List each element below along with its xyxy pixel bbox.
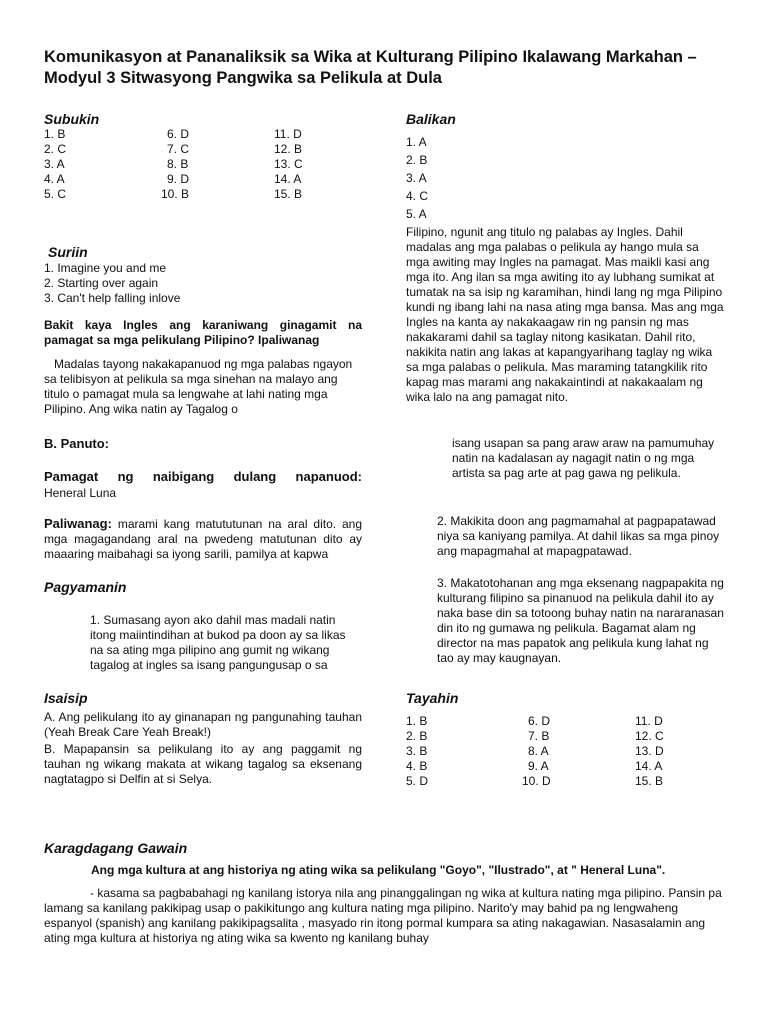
answer-item: 1. B [406, 714, 428, 728]
answer-item: 6. D [167, 127, 190, 141]
isaisip-a: A. Ang pelikulang ito ay ginanapan ng pangunahing tauhan (Yeah Break Care Yeah Break!) [44, 710, 362, 739]
answer-item: 3. B [406, 744, 428, 758]
isaisip-heading: Isaisip [44, 690, 88, 706]
balikan-item: 5. A [406, 207, 427, 221]
answer-item: 9. D [167, 172, 190, 186]
answer-item: 7. C [167, 142, 190, 156]
answer-item: 4. A [44, 172, 65, 186]
balikan-item: 4. C [406, 189, 429, 203]
answer-item: 3. A [44, 157, 65, 171]
answer-item: 2. B [406, 729, 428, 743]
answer-item: 5. D [406, 774, 429, 788]
balikan-item: 1. A [406, 135, 427, 149]
answer-item: 7. B [528, 729, 550, 743]
answer-item: 6. D [528, 714, 551, 728]
karagdagan-body: - kasama sa pagbabahagi ng kanilang istorya nila ang pinanggalingan ng wika at kultura nating mga pilipino. Pansin pa lamang sa kanilang pakikipag usap o pakikitungo ang kultura nating mga pilipino. Narito'y may bahid pa ng lengwaheng espanyol (spanish) ang kanilang pakikipagsalita , masyado rin itong pormal kumpara sa ating nakagawian. Nasasalamin ang ating mga kultura at historiya ng ating wika sa kwento ng kanilang buhay [44, 886, 722, 945]
answer-item: 11. D [635, 714, 663, 728]
tayahin-heading: Tayahin [406, 690, 459, 706]
answer-item: 8. A [528, 744, 549, 758]
pagyamanin-item-continued: isang usapan sa pang araw araw na pamumuhay natin na kadalasan ay nagagit natin o ng mga artista sa pag arte at pag gawa ng pelikula. [452, 436, 715, 480]
suriin-item: 1. Imagine you and me [44, 261, 167, 275]
answer-item: 15. B [635, 774, 664, 788]
answer-item: 14. A [274, 172, 302, 186]
answer-item: 9. A [528, 759, 549, 773]
isaisip-b: B. Mapapansin sa pelikulang ito ay ang paggamit ng tauhan ng wikang makata at wikang tagalog sa eksenang nagtatagpo si Delfin at si Selya. [44, 742, 362, 786]
subukin-heading: Subukin [44, 111, 100, 127]
suriin-item: 2. Starting over again [44, 276, 159, 290]
answer-item: 1. B [44, 127, 66, 141]
answer-item: 14. A [635, 759, 663, 773]
answer-item: 8. B [167, 157, 189, 171]
answer-item: 4. B [406, 759, 428, 773]
answer-item: 13. D [635, 744, 664, 758]
panuto-heading: B. Panuto: [44, 436, 109, 451]
pagyamanin-item-2: 2. Makikita doon ang pagmamahal at pagpapatawad niya sa kaniyang pamilya. At dahil likas sa mga pinoy ang mapagmahal at mapagpatawad. [437, 514, 720, 558]
right-paragraph: Filipino, ngunit ang titulo ng palabas ay Ingles. Dahil madalas ang mga palabas o pelikula ay hango mula sa mga awiting may Ingles na pamagat. Mas maikli kasi ang mga ito. Ang ilan sa mga awiting ito ay lubhang sumikat at tumatak na sa isip ng karamihan, hindi lang ng mga Pilipino kundi ng ibang lahi na nasa ating mga bansa. Mas ang mga Ingles na kanta ay nakakaagaw rin ng pansin ng mas nakakarami dahil sa taglay nitong kasikatan. Dahil rito, nakikita natin ang lakas at kapangyarihang taglay ng wika sa mga palabas o pelikula. Mas maraming tatangkilik rito kapag mas marami ang nakakaintindi at nakakaalam ng wika lalo na ang pamagat nito. [406, 225, 724, 404]
answer-item: 10. B [161, 187, 190, 201]
pagyamanin-heading: Pagyamanin [44, 579, 127, 595]
karagdagan-subtitle: Ang mga kultura at ang historiya ng ating wika sa pelikulang "Goyo", "Ilustrado", at " Heneral Luna". [91, 863, 666, 877]
answer-item: 2. C [44, 142, 67, 156]
paliwanag-text: marami kang matututunan na aral dito. ang mga magagandang aral na pwedeng matutunan dito ay maaaring maibahagi sa iyong sarili, pamilya at kapwa [44, 517, 362, 561]
answer-item: 12. C [635, 729, 664, 743]
pagyamanin-item: 1. Sumasang ayon ako dahil mas madali natin itong maiintindihan at bukod pa doon ay sa likas na sa ating mga pilipino ang gumit ng wikang tagalog at ingles sa isang pangungusap o sa [90, 613, 346, 672]
pagyamanin-item-3: 3. Makatotohanan ang mga eksenang nagpapakita ng kulturang filipino sa pinanuod na pelikula dahil ito ay naka base din sa totoong buhay natin na nararanasan din ito ng gumawa ng pelikula. Bagamat alam ng director na mas papatok ang pelikula kung lahat ng tao ay may kaugnayan. [437, 576, 724, 665]
balikan-item: 2. B [406, 153, 428, 167]
suriin-heading: Suriin [48, 244, 88, 260]
balikan-item: 3. A [406, 171, 427, 185]
answer-item: 11. D [274, 127, 302, 141]
pamagat-label: Pamagat ng naibigang dulang napanuod: [44, 469, 362, 484]
answer-item: 15. B [274, 187, 303, 201]
suriin-answer: Madalas tayong nakakapanuod ng mga palabas ngayon sa telibisyon at pelikula sa mga sinehan na malayo ang titulo o pamagat mula sa lengwahe at lahi nating mga Pilipino. Ang wika natin ay Tagalog o [44, 357, 353, 416]
suriin-item: 3. Can't help falling inlove [44, 291, 181, 305]
paliwanag-label: Paliwanag: [44, 516, 112, 531]
answer-item: 12. B [274, 142, 303, 156]
answer-item: 5. C [44, 187, 67, 201]
paliwanag-block [44, 516, 362, 562]
suriin-question: Bakit kaya Ingles ang karaniwang ginagamit na pamagat sa mga pelikulang Pilipino? Ipaliwanag [44, 318, 362, 347]
pamagat-value: Heneral Luna [44, 486, 117, 500]
balikan-heading: Balikan [406, 111, 456, 127]
answer-item: 13. C [274, 157, 303, 171]
karagdagan-heading: Karagdagang Gawain [44, 840, 188, 856]
document-title: Komunikasyon at Pananaliksik sa Wika at Kulturang Pilipino Ikalawang Markahan – Modyul 3 Sitwasyong Pangwika sa Pelikula at Dula [44, 48, 697, 87]
answer-item: 10. D [522, 774, 551, 788]
